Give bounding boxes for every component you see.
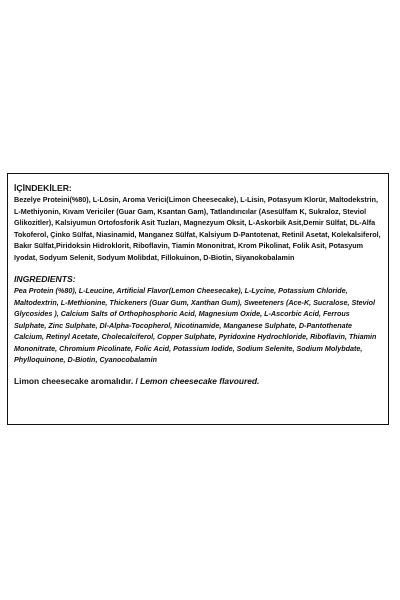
turkish-ingredients-heading: İÇİNDEKİLER: — [14, 183, 72, 193]
flavour-statement-english: Lemon cheesecake flavoured. — [137, 375, 260, 386]
english-ingredients-text: Pea Protein (%80), L-Leucine, Artificial Flavor(Lemon Cheesecake), L-Lycine, Potassium Chloride, Maltodextrin, L-Methionine, Thickeners (Guar Gum, Xanthan Gum), Sweeteners (Ace-K, Sucralose, Steviol Glycosides ), Calcium Salts of Orthophosphoric Acid, Magnesium Oxide, L-Ascorbic Acid, Ferrous Sulphate, Zinc Sulphate, Dl-Alpha-Tocopherol, Nicotinamide, Manganese Sulphate, D-Pantothenate Calcium, Retinyl Acetate, Cholecalciferol, Copper Sulphate, Pyridoxine Hydrochloride, Riboflavin, Thiamin Mononitrate, Chromium Picolinate, Folic Acid, Potassium Iodide, Sodium Selenite, Sodium Molybdate, Phylloquinone, D-Biotin, Cyanocobalamin — [14, 286, 377, 364]
flavour-statement-turkish: Limon cheesecake aromalıdır. / — [14, 375, 138, 386]
ingredients-label — [7, 173, 389, 425]
turkish-ingredients-text: Bezelye Proteini(%80), L-Lösin, Aroma Verici(Limon Cheesecake), L-Lisin, Potasyum Klorür, Maltodekstrin, L-Methiyonin, Kıvam Vericiler (Guar Gam, Ksantan Gam), Tatlandırıcılar (Asesülfam K, Sukraloz, Steviol Glikozitler), Kalsiyumun Ortofosforik Asit Tuzları, Magnezyum Oksit, L-Askorbik Asit,Demir Sülfat, DL-Alfa Tokoferol, Çinko Sülfat, Niasinamid, Manganez Sülfat, Kalsiyum D-Pantotenat, Retinil Asetat, Kolekalsiferol, Bakır Sülfat,Piridoksin Hidroklorit, Riboflavin, Tiamin Mononitrat, Krom Pikolinat, Folik Asit, Potasyum Iyodat, Sodyum Selenit, Sodyum Molibdat, Fillokuinon, D-Biotin, Siyanokobalamin — [14, 195, 381, 262]
english-ingredients-heading: INGREDIENTS: — [14, 274, 76, 284]
flavour-statement — [14, 376, 382, 387]
